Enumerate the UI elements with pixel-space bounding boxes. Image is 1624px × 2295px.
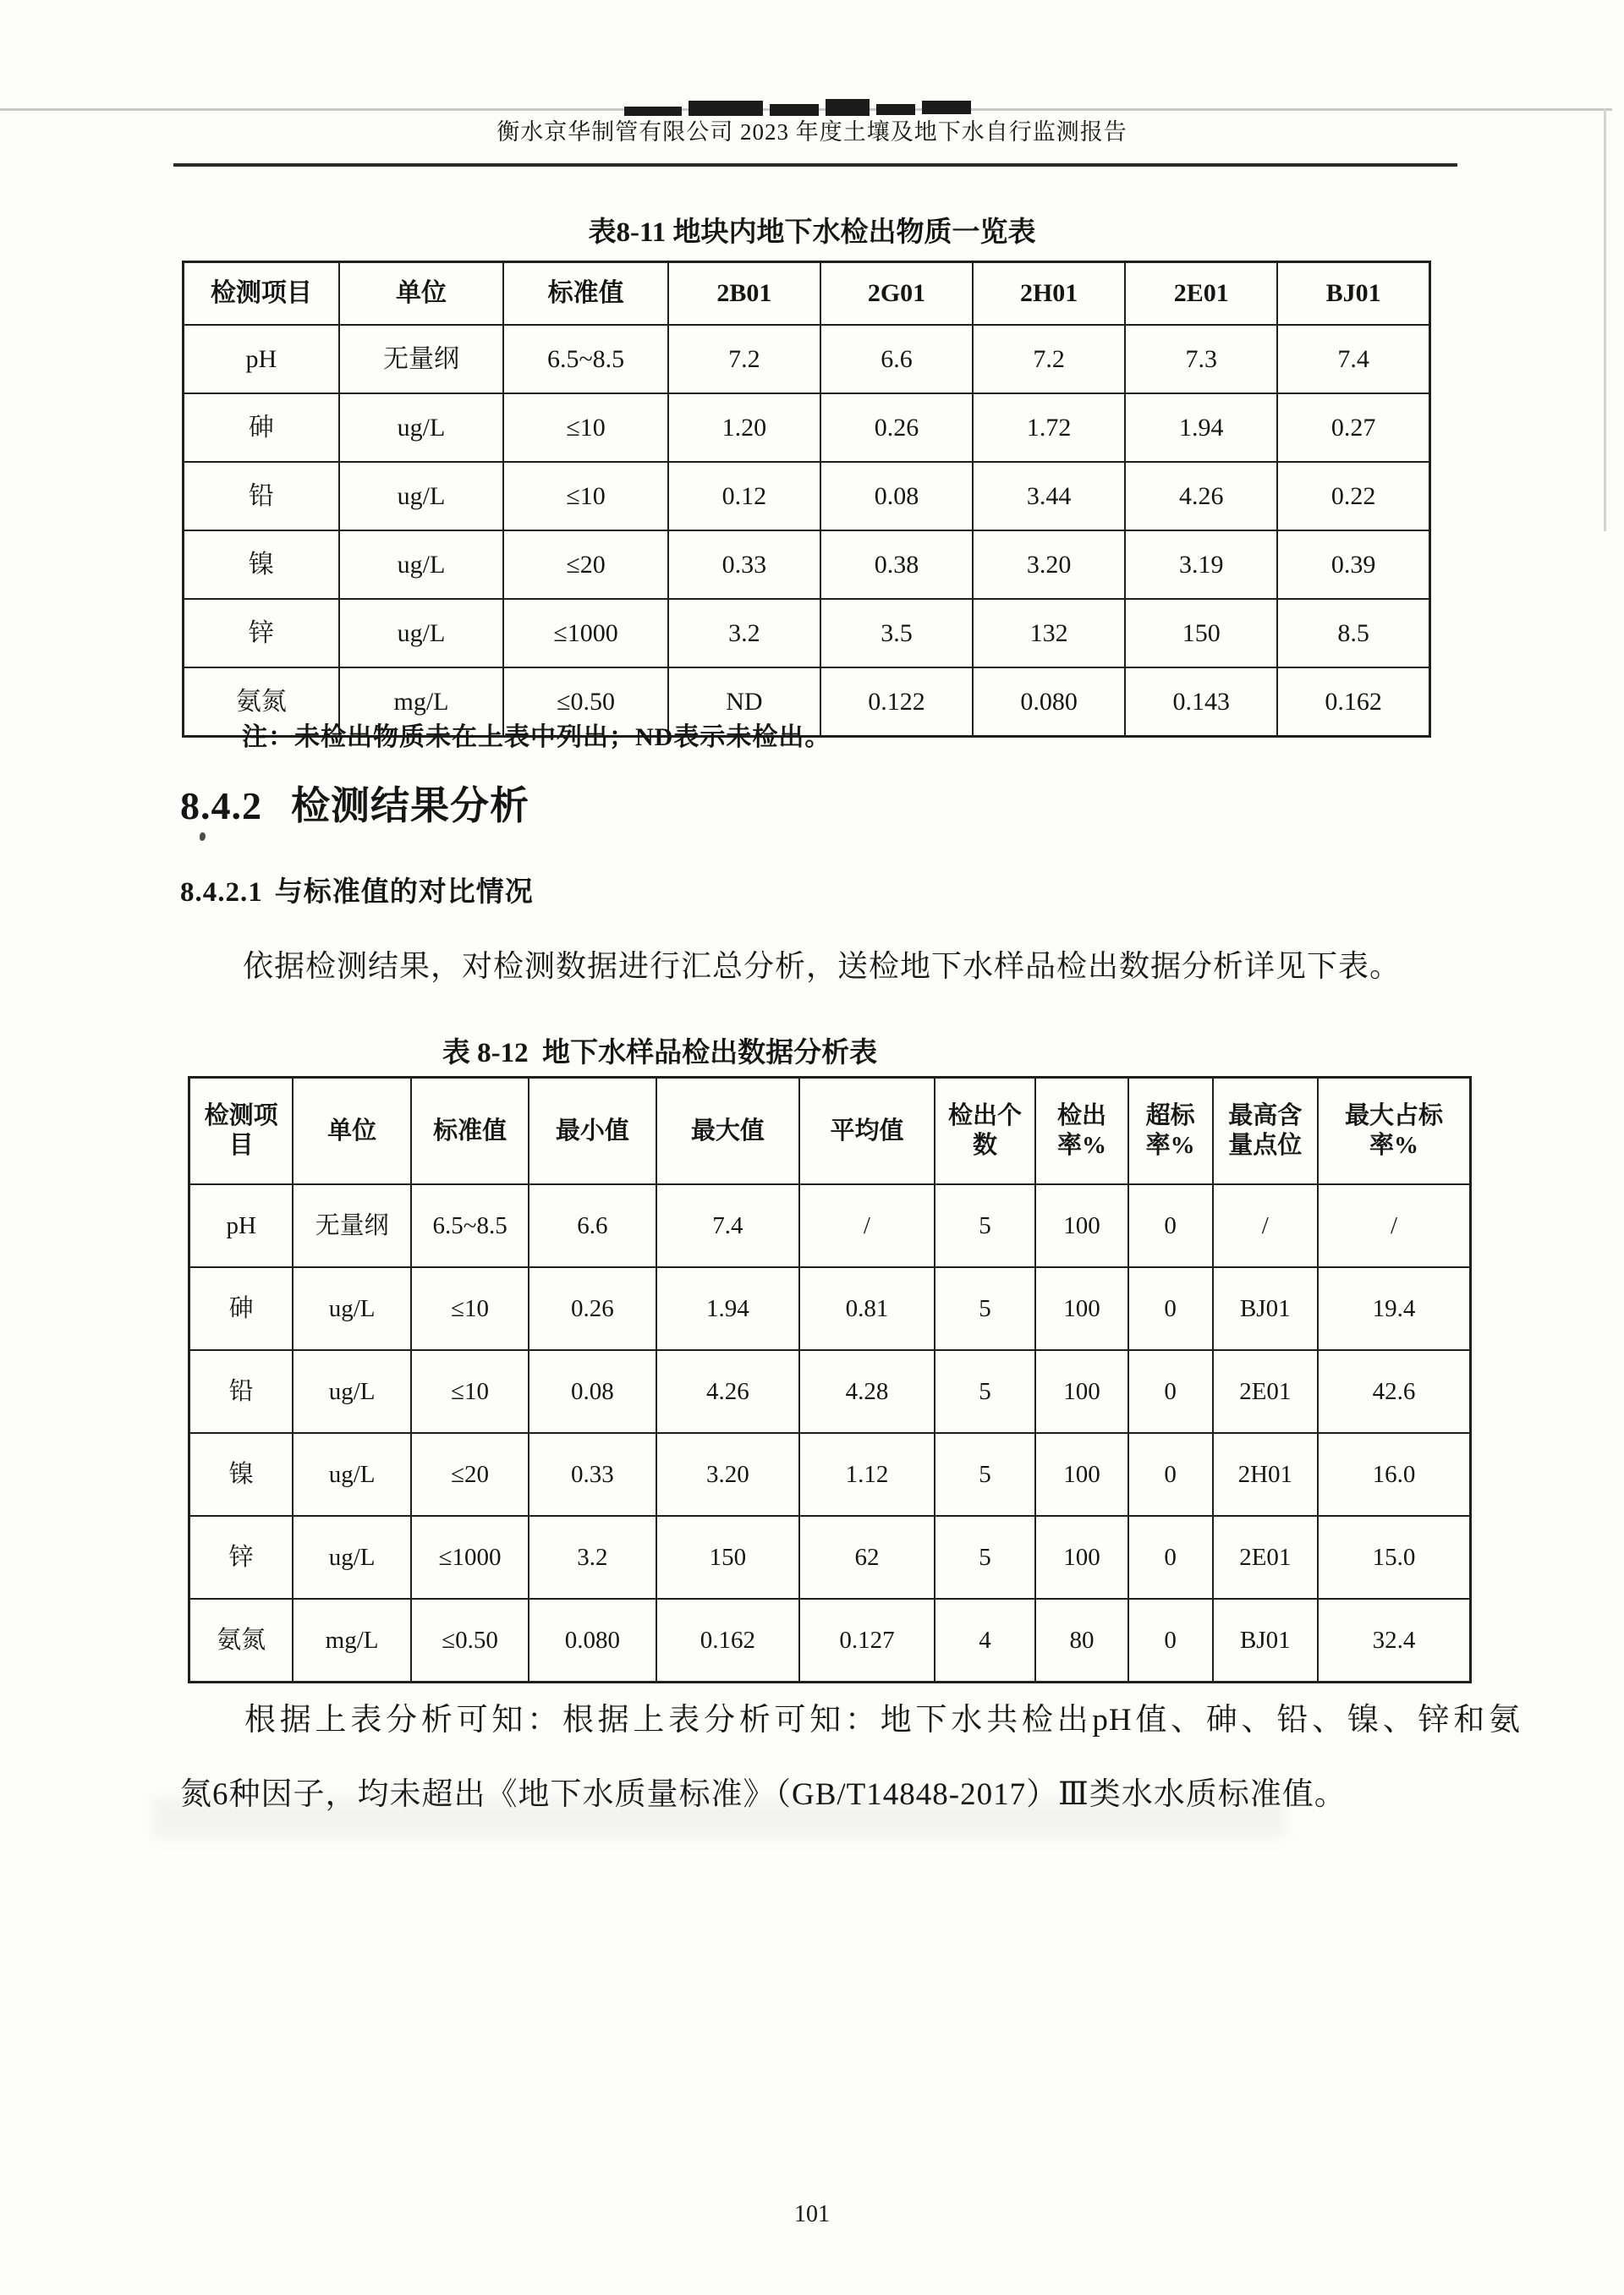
table-cell: pH bbox=[189, 1184, 294, 1267]
table-cell: 7.3 bbox=[1125, 325, 1277, 393]
section-heading-8-4-2 bbox=[180, 775, 529, 831]
table-cell: BJ01 bbox=[1213, 1267, 1318, 1350]
page-number: 101 bbox=[794, 2201, 830, 2227]
table-row bbox=[189, 1267, 1471, 1350]
table-cell: 2H01 bbox=[1213, 1433, 1318, 1516]
table-row bbox=[184, 530, 1430, 599]
table-cell: 3.2 bbox=[529, 1516, 656, 1599]
table-cell: 100 bbox=[1035, 1516, 1127, 1599]
column-header: 2G01 bbox=[820, 262, 973, 326]
header-rule bbox=[173, 163, 1457, 167]
table-cell: 1.72 bbox=[973, 393, 1125, 462]
table-cell: 铅 bbox=[184, 462, 339, 530]
table-cell: 1.12 bbox=[799, 1433, 934, 1516]
scan-dot-artifact bbox=[200, 832, 206, 841]
table-cell: 铅 bbox=[189, 1350, 294, 1433]
table-cell: 0.22 bbox=[1277, 462, 1429, 530]
column-header: BJ01 bbox=[1277, 262, 1429, 326]
subsection-heading-8-4-2-1 bbox=[180, 870, 534, 909]
table-cell: ≤1000 bbox=[503, 599, 668, 667]
table-cell: 0.127 bbox=[799, 1599, 934, 1683]
table-cell: ug/L bbox=[339, 393, 504, 462]
table-cell: pH bbox=[184, 325, 339, 393]
table-cell: 镍 bbox=[184, 530, 339, 599]
table-8-11-note: 注：未检出物质未在上表中列出；ND表示未检出。 bbox=[242, 723, 831, 751]
table-cell: 无量纲 bbox=[293, 1184, 411, 1267]
table-cell: 0.080 bbox=[973, 667, 1125, 737]
column-header: 平均值 bbox=[799, 1078, 934, 1185]
table-cell: 150 bbox=[1125, 599, 1277, 667]
table-cell: 镍 bbox=[189, 1433, 294, 1516]
table-cell: 0.143 bbox=[1125, 667, 1277, 737]
table-cell: 2E01 bbox=[1213, 1516, 1318, 1599]
column-header: 最小值 bbox=[529, 1078, 656, 1185]
column-header: 单位 bbox=[293, 1078, 411, 1185]
table-cell: ≤10 bbox=[503, 393, 668, 462]
table-cell: 0.12 bbox=[668, 462, 820, 530]
table-cell: 0 bbox=[1128, 1433, 1213, 1516]
table-cell: 100 bbox=[1035, 1267, 1127, 1350]
table-cell: mg/L bbox=[339, 667, 504, 737]
table-cell: 6.6 bbox=[820, 325, 973, 393]
table-cell: 16.0 bbox=[1318, 1433, 1471, 1516]
table-cell: 42.6 bbox=[1318, 1350, 1471, 1433]
table-cell: 0 bbox=[1128, 1184, 1213, 1267]
table-cell: 1.94 bbox=[1125, 393, 1277, 462]
table-cell: ≤0.50 bbox=[411, 1599, 529, 1683]
table-cell: 0 bbox=[1128, 1599, 1213, 1683]
table-cell: 0.26 bbox=[529, 1267, 656, 1350]
column-header: 检测项目 bbox=[184, 262, 339, 326]
table-cell: 6.5~8.5 bbox=[411, 1184, 529, 1267]
table-row bbox=[189, 1184, 1471, 1267]
table-row bbox=[189, 1433, 1471, 1516]
table-cell: 0.81 bbox=[799, 1267, 934, 1350]
table-cell: ug/L bbox=[339, 599, 504, 667]
table-row bbox=[189, 1350, 1471, 1433]
column-header: 超标率% bbox=[1128, 1078, 1213, 1185]
table-cell: 0.33 bbox=[668, 530, 820, 599]
table-cell: ug/L bbox=[293, 1433, 411, 1516]
column-header: 最高含量点位 bbox=[1213, 1078, 1318, 1185]
table-cell: 0.162 bbox=[1277, 667, 1429, 737]
column-header: 2B01 bbox=[668, 262, 820, 326]
table-cell: 0.38 bbox=[820, 530, 973, 599]
table-cell: ≤1000 bbox=[411, 1516, 529, 1599]
table-cell: 5 bbox=[935, 1433, 1036, 1516]
table-cell: 1.94 bbox=[656, 1267, 800, 1350]
table-cell: 0 bbox=[1128, 1516, 1213, 1599]
table-row bbox=[184, 599, 1430, 667]
table-cell: 32.4 bbox=[1318, 1599, 1471, 1683]
table-cell: 0.39 bbox=[1277, 530, 1429, 599]
table-cell: 锌 bbox=[184, 599, 339, 667]
column-header: 标准值 bbox=[411, 1078, 529, 1185]
conclusion-paragraph bbox=[180, 1694, 1521, 1814]
column-header: 2H01 bbox=[973, 262, 1125, 326]
table-cell: 3.44 bbox=[973, 462, 1125, 530]
table-cell: 0.26 bbox=[820, 393, 973, 462]
table-8-12 bbox=[188, 1076, 1472, 1683]
column-header: 检出率% bbox=[1035, 1078, 1127, 1185]
table-cell: 3.2 bbox=[668, 599, 820, 667]
table-cell: 5 bbox=[935, 1184, 1036, 1267]
table-cell: 7.4 bbox=[1277, 325, 1429, 393]
table-cell: 100 bbox=[1035, 1350, 1127, 1433]
table-cell: ≤0.50 bbox=[503, 667, 668, 737]
table-8-11-title: 表8-11 地块内地下水检出物质一览表 bbox=[588, 217, 1036, 248]
table-cell: ug/L bbox=[293, 1350, 411, 1433]
table-cell: mg/L bbox=[293, 1599, 411, 1683]
table-cell: ND bbox=[668, 667, 820, 737]
paragraph-line: 根据上表分析可知：根据上表分析可知：地下水共检出pH值、砷、铅、镍、锌和氨 bbox=[244, 1703, 1521, 1738]
table-cell: ug/L bbox=[293, 1267, 411, 1350]
table-cell: 62 bbox=[799, 1516, 934, 1599]
table-header-row bbox=[184, 262, 1430, 326]
table-cell: 150 bbox=[656, 1516, 800, 1599]
table-cell: ug/L bbox=[339, 462, 504, 530]
table-cell: 4 bbox=[935, 1599, 1036, 1683]
table-cell: 5 bbox=[935, 1350, 1036, 1433]
table-cell: 100 bbox=[1035, 1433, 1127, 1516]
table-cell: 砷 bbox=[184, 393, 339, 462]
column-header: 标准值 bbox=[503, 262, 668, 326]
table-row bbox=[184, 393, 1430, 462]
column-header: 检测项目 bbox=[189, 1078, 294, 1185]
table-row bbox=[184, 462, 1430, 530]
column-header: 检出个数 bbox=[935, 1078, 1036, 1185]
table-cell: 100 bbox=[1035, 1184, 1127, 1267]
table-cell: ug/L bbox=[339, 530, 504, 599]
table-cell: 0.122 bbox=[820, 667, 973, 737]
table-cell: 7.2 bbox=[668, 325, 820, 393]
table-cell: / bbox=[1318, 1184, 1471, 1267]
table-cell: 80 bbox=[1035, 1599, 1127, 1683]
table-cell: ug/L bbox=[293, 1516, 411, 1599]
table-cell: 氨氮 bbox=[184, 667, 339, 737]
table-cell: 6.5~8.5 bbox=[503, 325, 668, 393]
paragraph-line: 氮6种因子，均未超出《地下水质量标准》（GB/T14848-2017）Ⅲ类水水质标准值。 bbox=[180, 1777, 1347, 1812]
table-cell: 1.20 bbox=[668, 393, 820, 462]
table-8-11 bbox=[182, 261, 1431, 738]
report-header-title: 衡水京华制管有限公司 2023 年度土壤及地下水自行监测报告 bbox=[497, 119, 1127, 145]
table-cell: 3.20 bbox=[656, 1433, 800, 1516]
table-cell: 0.08 bbox=[820, 462, 973, 530]
table-cell: 2E01 bbox=[1213, 1350, 1318, 1433]
table-cell: 0.33 bbox=[529, 1433, 656, 1516]
table-cell: ≤10 bbox=[411, 1267, 529, 1350]
table-cell: 锌 bbox=[189, 1516, 294, 1599]
column-header: 2E01 bbox=[1125, 262, 1277, 326]
table-cell: 0.080 bbox=[529, 1599, 656, 1683]
table-cell: 3.5 bbox=[820, 599, 973, 667]
table-cell: 3.19 bbox=[1125, 530, 1277, 599]
table-cell: 132 bbox=[973, 599, 1125, 667]
column-header: 单位 bbox=[339, 262, 504, 326]
table-cell: 0.162 bbox=[656, 1599, 800, 1683]
subsection-number: 8.4.2.1 bbox=[180, 877, 263, 908]
table-cell: / bbox=[1213, 1184, 1318, 1267]
table-cell: 4.28 bbox=[799, 1350, 934, 1433]
table-cell: 19.4 bbox=[1318, 1267, 1471, 1350]
table-cell: ≤20 bbox=[503, 530, 668, 599]
table-cell: 4.26 bbox=[656, 1350, 800, 1433]
table-cell: BJ01 bbox=[1213, 1599, 1318, 1683]
table-cell: 3.20 bbox=[973, 530, 1125, 599]
column-header: 最大占标率% bbox=[1318, 1078, 1471, 1185]
section-number: 8.4.2 bbox=[180, 784, 262, 827]
table-cell: 0.27 bbox=[1277, 393, 1429, 462]
body-paragraph: 依据检测结果，对检测数据进行汇总分析，送检地下水样品检出数据分析详见下表。 bbox=[243, 949, 1402, 983]
table-cell: / bbox=[799, 1184, 934, 1267]
table-row bbox=[189, 1516, 1471, 1599]
scan-artifact-right-line bbox=[1604, 108, 1606, 531]
subsection-title: 与标准值的对比情况 bbox=[274, 877, 534, 908]
table-cell: 0.08 bbox=[529, 1350, 656, 1433]
table-cell: ≤10 bbox=[503, 462, 668, 530]
table-cell: 0 bbox=[1128, 1350, 1213, 1433]
table-8-12-title: 表 8-12 地下水样品检出数据分析表 bbox=[442, 1038, 878, 1068]
scan-bleedthrough-artifact bbox=[152, 1798, 1286, 1838]
table-cell: 氨氮 bbox=[189, 1599, 294, 1683]
table-row bbox=[184, 325, 1430, 393]
table-cell: 砷 bbox=[189, 1267, 294, 1350]
table-cell: 4.26 bbox=[1125, 462, 1277, 530]
table-cell: 7.4 bbox=[656, 1184, 800, 1267]
table-cell: 5 bbox=[935, 1267, 1036, 1350]
table-cell: 0 bbox=[1128, 1267, 1213, 1350]
table-cell: 7.2 bbox=[973, 325, 1125, 393]
table-cell: 5 bbox=[935, 1516, 1036, 1599]
table-row bbox=[189, 1599, 1471, 1683]
table-cell: 无量纲 bbox=[339, 325, 504, 393]
table-cell: ≤20 bbox=[411, 1433, 529, 1516]
section-title: 检测结果分析 bbox=[291, 784, 529, 827]
table-cell: 6.6 bbox=[529, 1184, 656, 1267]
column-header: 最大值 bbox=[656, 1078, 800, 1185]
table-cell: ≤10 bbox=[411, 1350, 529, 1433]
table-header-row bbox=[189, 1078, 1471, 1185]
table-cell: 15.0 bbox=[1318, 1516, 1471, 1599]
table-cell: 8.5 bbox=[1277, 599, 1429, 667]
